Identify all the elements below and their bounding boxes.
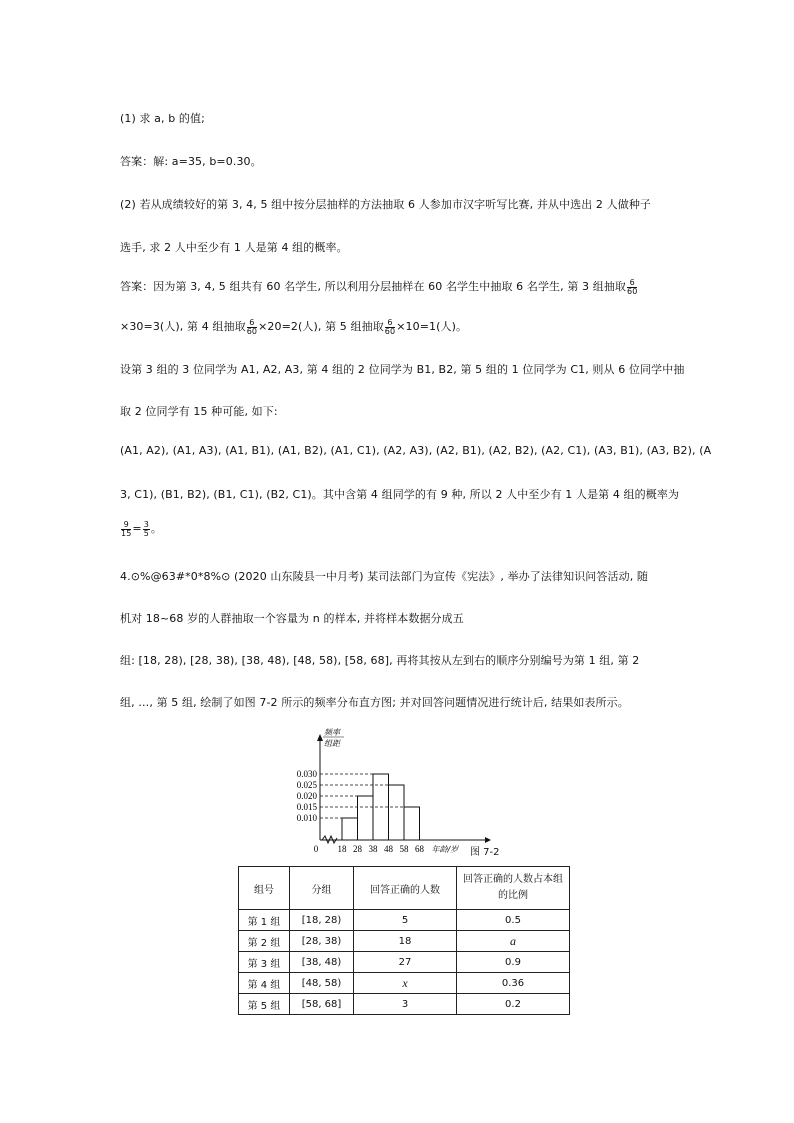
x-axis-label: 年龄/岁 [431,845,459,854]
q2-answer-seg-b: ×20=2(人), 第 5 组抽取 [258,320,384,333]
fraction: $\frac{9}{15}$ [121,519,132,538]
q4-line3: 组: [18, 28), [28, 38), [38, 48), [48, 58), [58, 68], 再将其按从左到右的顺序分别编号为第 1 组, 第 2 [120,654,640,667]
q2-line6: 3, C1), (B1, B2), (B1, C1), (B2, C1)。其中含第 4 组同学的有 9 种, 所以 2 人中至少有 1 人是第 4 组的概率为 [120,488,680,501]
x-tick-label: 68 [415,844,424,854]
x-tick-label: 28 [353,844,362,854]
table-row [239,994,570,1015]
q2-line5: (A1, A2), (A1, A3), (A1, B1), (A1, B2), (A1, C1), (A2, A3), (A2, B1), (A2, B2), (A2, C1), (A3, B1), (A3, B2), (A [120,444,712,457]
q1-text: (1) 求 a, b 的值; [120,112,205,125]
y-tick-label: 0.015 [296,802,317,812]
table-cell: 0.5 [457,910,570,931]
q4-line1: 4.⊙%@63#*0*8%⊙ (2020 山东陵县一中月考) 某司法部门为宣传《宪法》, 举办了法律知识问答活动, 随 [120,570,648,583]
table-cell: 第 2 组 [239,931,290,952]
table-row [239,910,570,931]
q2-answer-text: 答案：因为第 3, 4, 5 组共有 60 名学生, 所以利用分层抽样在 60 名学生中抽取 6 名学生, 第 3 组抽取 [120,280,627,293]
table-cell: 第 5 组 [239,994,290,1015]
q2-final [120,520,162,538]
q2-prompt-line1: (2) 若从成绩较好的第 3, 4, 5 组中按分层抽样的方法抽取 6 人参加市汉字听写比赛, 并从中选出 2 人做种子 [120,198,652,211]
table-cell: 0.9 [457,952,570,973]
q2-answer-seg-a: ×30=3(人), 第 4 组抽取 [120,320,246,333]
frequency-histogram [280,725,500,860]
table-cell: 0.36 [457,973,570,994]
q4-line4: 组, …, 第 5 组, 绘制了如图 7-2 所示的频率分布直方图; 并对回答问题情况进行统计后, 结果如表所示。 [120,696,629,709]
table-row [239,931,570,952]
x-tick-label: 18 [337,844,347,854]
table-cell: [58, 68] [290,994,354,1015]
table-cell: 3 [354,994,457,1015]
table-cell: 5 [354,910,457,931]
table-cell: [28, 38) [290,931,354,952]
table-cell: 第 4 组 [239,973,290,994]
header-correct-count: 回答正确的人数 [354,867,457,910]
table-cell: 27 [354,952,457,973]
bars [320,774,420,840]
histogram-bar [389,785,405,840]
table-cell: 0.2 [457,994,570,1015]
y-tick-label: 0.010 [296,813,317,823]
y-tick-label: 0.030 [296,769,317,779]
table-row [239,973,570,994]
table-cell: 第 1 组 [239,910,290,931]
table-header-row [239,867,570,910]
header-group: 分组 [290,867,354,910]
q2-answer-seg-c: ×10=1(人)。 [396,320,468,333]
x-tick-label: 48 [384,844,393,854]
table-cell: [48, 58) [290,973,354,994]
histogram-bar [342,818,358,840]
fraction: $\frac{3}{5}$ [143,519,149,538]
equals-sign: = [132,522,142,535]
table-cell: 第 3 组 [239,952,290,973]
fraction: $\frac{6}{60}$ [627,277,638,296]
y-tick-label: 0.025 [296,780,317,790]
table-cell: 18 [354,931,457,952]
q2-answer-line1 [120,278,638,296]
table-cell: x [354,973,457,994]
origin-label: 0 [313,844,319,854]
x-tick-label: 58 [399,844,409,854]
figure-label: 图 7-2 [470,847,500,858]
x-tick-label: 38 [368,844,378,854]
y-axis-label-bottom: 组距 [324,739,340,748]
table-cell: [18, 28) [290,910,354,931]
table-cell: [38, 48) [290,952,354,973]
results-table [238,866,570,1015]
q2-line4: 取 2 位同学有 15 种可能, 如下: [120,405,278,418]
histogram-bar [358,796,374,840]
y-tick-label: 0.020 [296,791,317,801]
table-cell: a [457,931,570,952]
y-axis-label-top: 频率 [324,728,340,737]
y-axis-arrow [317,734,323,741]
q2-line3: 设第 3 组的 3 位同学为 A1, A2, A3, 第 4 组的 2 位同学为 B1, B2, 第 5 组的 1 位同学为 C1, 则从 6 位同学中抽 [120,363,685,376]
fraction: $\frac{6}{60}$ [246,317,258,336]
header-correct-ratio: 回答正确的人数占本组的比例 [457,867,570,910]
labels [297,728,459,854]
q2-prompt-line2: 选手, 求 2 人中至少有 1 人是第 4 组的概率。 [120,241,348,254]
q4-line2: 机对 18~68 岁的人群抽取一个容量为 n 的样本, 并将样本数据分成五 [120,612,464,625]
histogram-bar [404,807,420,840]
fraction: $\frac{6}{60}$ [384,317,396,336]
q1-answer: 答案：解: a=35, b=0.30。 [120,155,262,168]
header-group-no: 组号 [239,867,290,910]
table-row [239,952,570,973]
q2-answer-line2 [120,318,467,336]
period: 。 [150,522,163,535]
